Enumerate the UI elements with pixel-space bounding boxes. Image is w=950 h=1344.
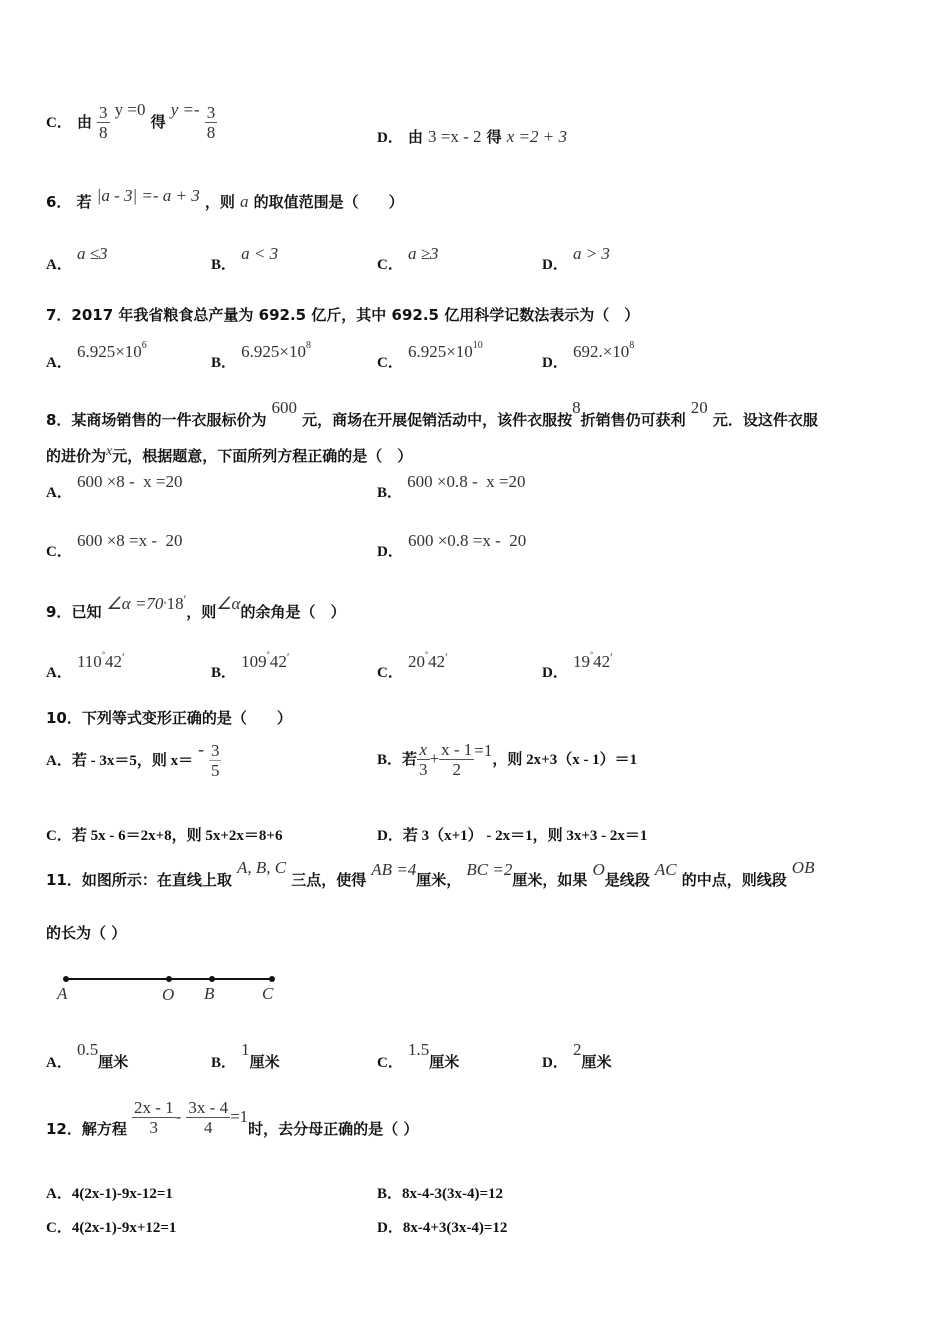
option-text: 由 <box>76 113 92 131</box>
fraction <box>132 1098 176 1137</box>
q8-option-c <box>46 531 183 561</box>
question-text: 是线段 <box>604 871 650 889</box>
math-expr: x =2 + 3 <box>506 127 567 146</box>
option-text: 由 <box>407 128 423 146</box>
math-expr: AB =4 <box>371 860 417 879</box>
math-var: AC <box>654 860 677 879</box>
question-11-line2: 的长为（ ） <box>46 924 127 942</box>
exponent: 8 <box>305 340 311 351</box>
q11-option-b <box>211 1040 280 1072</box>
question-12 <box>46 1098 418 1139</box>
math-expr: y =0 <box>114 100 146 119</box>
degree-mark: ° <box>589 650 594 659</box>
option-label: C． <box>377 257 403 273</box>
math-expr: ∠α <box>216 594 241 613</box>
segment-diagram <box>55 968 295 1008</box>
math-expr: a > 3 <box>572 244 610 263</box>
unit-text: 厘米 <box>581 1053 612 1071</box>
q10-option-c <box>46 824 282 845</box>
math-value: 42 <box>428 652 446 671</box>
option-text: 得 <box>150 113 166 131</box>
denominator: 2 <box>452 760 461 779</box>
question-11 <box>46 858 814 890</box>
math-expr: y =- <box>170 100 200 119</box>
math-expr: ∠α =70 <box>106 594 164 613</box>
unit-text: 厘米 <box>249 1053 280 1071</box>
q12-option-d <box>377 1216 507 1237</box>
math-expr: 6.925×10 <box>241 342 306 361</box>
option-label: B． <box>377 485 403 501</box>
degree-mark: ° <box>101 650 106 659</box>
q7-option-b <box>211 340 311 372</box>
point-label-b: B <box>204 984 215 1003</box>
unit-text: 厘米 <box>98 1053 129 1071</box>
minute-mark: ′ <box>445 650 448 664</box>
q10-option-d <box>377 824 647 845</box>
degree-mark: ° <box>266 650 270 659</box>
fraction <box>186 1098 230 1137</box>
math-expr: BC =2 <box>466 860 513 879</box>
math-value: 8 <box>572 398 581 417</box>
math-expr: a < 3 <box>241 244 279 263</box>
option-label: C． <box>377 355 403 371</box>
q6-option-b <box>211 244 278 274</box>
option-label: D． <box>542 665 568 681</box>
question-text: 元，根据题意，下面所列方程正确的是（ ） <box>112 447 413 465</box>
question-text: 若 <box>76 193 92 211</box>
option-label: A． <box>46 665 72 681</box>
math-value: 42 <box>593 652 611 671</box>
question-text: 元，商场在开展促销活动中，该件衣服按 <box>302 411 573 429</box>
q7-option-d <box>542 340 634 372</box>
point-label-o: O <box>162 985 175 1004</box>
math-value: 20 <box>690 398 708 417</box>
question-text: 的进价为 <box>46 447 107 465</box>
math-value: 42 <box>105 652 123 671</box>
option-label: A． <box>46 1186 72 1202</box>
option-label: C． <box>377 665 403 681</box>
math-value: 42 <box>269 652 287 671</box>
option-label: A． <box>46 1055 72 1071</box>
q8-option-d <box>377 531 526 561</box>
q9-option-a <box>46 650 125 682</box>
math-sign: - <box>175 1107 182 1126</box>
math-value: 110 <box>76 652 102 671</box>
q5-option-c <box>46 100 217 142</box>
question-number: 6． <box>46 193 72 211</box>
q10-option-a <box>46 740 221 780</box>
degree-mark: ° <box>424 650 429 659</box>
exponent: 8 <box>629 340 635 351</box>
math-var: OB <box>791 858 815 877</box>
minute-mark: ′ <box>122 650 125 664</box>
q9-option-b <box>211 650 289 682</box>
option-label: D． <box>377 1220 403 1236</box>
point-label-a: A <box>57 984 68 1003</box>
math-sign: + <box>429 749 440 768</box>
exponent: 6 <box>141 340 147 351</box>
question-text: 折销售仍可获利 <box>580 411 686 429</box>
q11-option-d <box>542 1040 611 1072</box>
q5-option-d <box>377 126 567 147</box>
question-6 <box>46 186 404 212</box>
numerator: 2x - 1 <box>133 1098 174 1117</box>
denominator: 5 <box>210 761 220 780</box>
question-text: 的取值范围是（ ） <box>253 193 404 211</box>
point-label-c: C <box>262 984 274 1003</box>
option-label: B． <box>377 752 403 768</box>
numerator: 3x - 4 <box>188 1098 229 1117</box>
numerator: x - 1 <box>441 740 473 759</box>
numerator: 3 <box>210 741 220 760</box>
option-label: C． <box>377 1055 403 1071</box>
math-sign: - <box>198 740 204 759</box>
option-label: A． <box>46 753 72 769</box>
math-expr: 6.925×10 <box>407 342 473 361</box>
math-value: 19 <box>572 652 590 671</box>
math-value: 109 <box>241 652 267 671</box>
q10-option-b <box>377 740 637 779</box>
denominator: 4 <box>203 1118 213 1137</box>
math-value: 600 <box>271 398 298 417</box>
math-expr: 600 ×8 - x =20 <box>76 472 183 491</box>
fraction <box>209 741 222 780</box>
option-label: B． <box>211 257 237 273</box>
math-value: 18 <box>166 594 184 613</box>
option-label: D． <box>542 1055 568 1071</box>
math-var: a <box>239 192 249 211</box>
question-text: 11．如图所示：在直线上取 <box>46 871 232 889</box>
math-value: 1 <box>241 1040 250 1059</box>
q9-option-d <box>542 650 613 682</box>
numerator: 3 <box>206 103 216 122</box>
q6-option-c <box>377 244 439 274</box>
question-8-line2 <box>46 444 412 466</box>
degree-mark: ° <box>163 600 167 609</box>
question-text: 厘米， <box>416 871 462 889</box>
q9-option-c <box>377 650 448 682</box>
unit-text: 厘米 <box>429 1053 460 1071</box>
q11-option-a <box>46 1040 128 1072</box>
question-7: 7．2017 年我省粮食总产量为 692.5 亿斤，其中 692.5 亿用科学记数法表示为（ ） <box>46 306 640 324</box>
q12-option-b <box>377 1182 503 1203</box>
q6-option-a <box>46 244 108 274</box>
question-number: 9． <box>46 603 72 621</box>
math-expr: =1 <box>230 1107 249 1126</box>
math-value: 2 <box>572 1040 582 1059</box>
option-label: B． <box>377 1186 403 1202</box>
q8-option-a <box>46 472 183 502</box>
math-expr: 8x-4+3(3x-4)=12 <box>402 1220 508 1236</box>
math-expr: a ≥3 <box>407 244 439 263</box>
q6-option-d <box>542 244 610 274</box>
minute-mark: ′ <box>183 592 187 606</box>
minute-mark: ′ <box>610 650 613 664</box>
question-text: 8．某商场销售的一件衣服标价为 <box>46 411 267 429</box>
q11-option-c <box>377 1040 459 1072</box>
q7-option-c <box>377 340 483 372</box>
exponent: 10 <box>472 340 483 351</box>
denominator: 3 <box>149 1118 159 1137</box>
question-text: ，则 <box>186 603 217 621</box>
q8-option-b <box>377 472 525 502</box>
q12-option-a <box>46 1182 173 1203</box>
math-var: x <box>106 444 113 459</box>
question-text: 12．解方程 <box>46 1120 127 1138</box>
math-expr: |a - 3| =- a + 3 <box>96 186 200 205</box>
question-text: 的中点，则线段 <box>681 871 787 889</box>
option-label: D． <box>377 130 403 146</box>
math-expr: 4(2x-1)-9x-12=1 <box>71 1186 173 1202</box>
question-text: 厘米，如果 <box>512 871 588 889</box>
math-expr: 3 =x - 2 <box>428 127 482 146</box>
math-expr: 600 ×0.8 =x - 20 <box>407 531 527 550</box>
math-expr: 600 ×0.8 - x =20 <box>407 472 526 491</box>
numerator: 3 <box>99 103 108 122</box>
math-value: 1.5 <box>407 1040 430 1059</box>
option-text: 若 5x - 6＝2x+8，则 5x+2x＝8+6 <box>71 828 283 844</box>
question-text: 已知 <box>71 603 102 621</box>
option-label: B． <box>211 355 237 371</box>
option-label: B． <box>211 1055 237 1071</box>
math-expr: 8x-4-3(3x-4)=12 <box>402 1186 504 1202</box>
math-expr: 692.×10 <box>572 342 630 361</box>
option-label: C． <box>46 828 72 844</box>
question-text: 时，去分母正确的是（ ） <box>248 1120 419 1138</box>
option-text: ，则 2x+3（x - 1）＝1 <box>492 752 638 768</box>
option-label: B． <box>211 665 237 681</box>
option-label: C． <box>46 1220 72 1236</box>
option-label: C． <box>46 544 72 560</box>
denominator: 8 <box>206 123 216 142</box>
math-expr: =1 <box>474 741 493 760</box>
option-label: D． <box>542 355 568 371</box>
option-text: 若 - 3x＝5，则 x＝ <box>71 753 194 769</box>
option-label: A． <box>46 355 72 371</box>
fraction <box>205 103 218 142</box>
question-9 <box>46 592 345 622</box>
math-expr: A, B, C <box>236 858 287 877</box>
question-text: 元．设这件衣服 <box>712 411 818 429</box>
question-8 <box>46 398 818 430</box>
option-text: 得 <box>486 128 502 146</box>
option-label: D． <box>542 257 568 273</box>
math-value: 0.5 <box>76 1040 99 1059</box>
minute-mark: ′ <box>286 650 290 664</box>
option-label: D． <box>377 544 403 560</box>
option-label: C． <box>46 115 72 131</box>
math-expr: a ≤3 <box>76 244 108 263</box>
math-value: 20 <box>407 652 425 671</box>
math-expr: 6.925×10 <box>76 342 142 361</box>
fraction <box>439 740 474 779</box>
q7-option-a <box>46 340 147 372</box>
option-text: 若 <box>402 750 418 768</box>
denominator: 3 <box>419 760 428 779</box>
option-label: A． <box>46 485 72 501</box>
fraction <box>417 740 430 779</box>
option-label: D． <box>377 828 403 844</box>
math-var: O <box>592 860 605 879</box>
question-text: 三点，使得 <box>291 871 367 889</box>
math-expr: 4(2x-1)-9x+12=1 <box>71 1220 177 1236</box>
question-text: 的余角是（ ） <box>240 603 346 621</box>
q12-option-c <box>46 1216 176 1237</box>
numerator: x <box>417 740 430 760</box>
denominator: 8 <box>99 123 108 142</box>
line-segment-figure <box>55 968 295 1008</box>
question-10: 10．下列等式变形正确的是（ ） <box>46 709 292 727</box>
option-text: 若 3（x+1） - 2x＝1，则 3x+3 - 2x＝1 <box>402 828 648 844</box>
question-text: ，则 <box>204 193 235 211</box>
option-label: A． <box>46 257 72 273</box>
fraction <box>97 103 110 142</box>
math-expr: 600 ×8 =x - 20 <box>76 531 183 550</box>
